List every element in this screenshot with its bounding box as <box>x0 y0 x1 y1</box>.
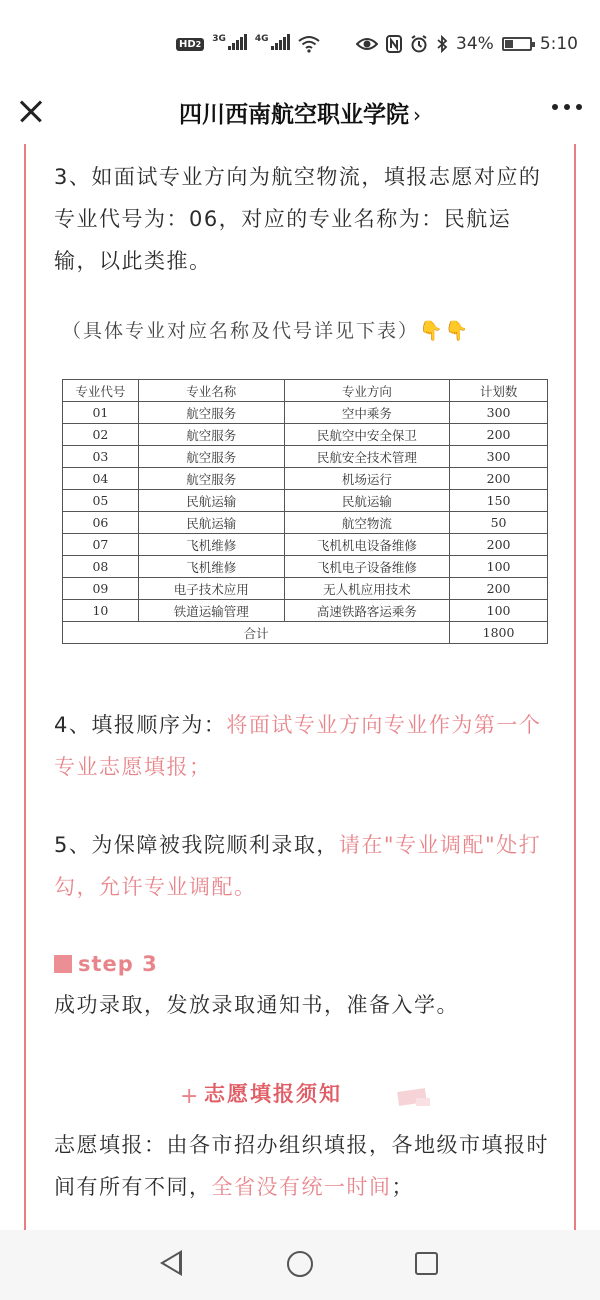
item-4-paragraph: 4、填报顺序为：将面试专业方向专业作为第一个专业志愿填报； <box>54 713 542 779</box>
bluetooth-icon <box>436 35 448 53</box>
table-cell: 200 <box>450 424 548 446</box>
notice-highlight: 全省没有统一时间 <box>211 1175 392 1199</box>
eye-icon <box>356 36 378 52</box>
battery-icon <box>502 37 532 51</box>
table-cell: 03 <box>63 446 139 468</box>
table-cell: 04 <box>63 468 139 490</box>
table-row <box>63 534 548 556</box>
table-cell: 铁道运输管理 <box>138 600 284 622</box>
table-cell: 民航运输 <box>284 490 450 512</box>
table-row <box>63 468 548 490</box>
section-heading <box>176 1074 436 1118</box>
battery-percent: 34% <box>456 34 494 54</box>
table-row <box>63 402 548 424</box>
frame-border-right <box>574 144 576 1230</box>
table-cell: 民航空中安全保卫 <box>284 424 450 446</box>
total-label: 合计 <box>63 622 450 644</box>
header-direction: 专业方向 <box>284 380 450 402</box>
hd-badge: HD2 <box>176 38 204 51</box>
article-content[interactable] <box>0 144 600 1230</box>
table-cell: 高速铁路客运乘务 <box>284 600 450 622</box>
table-cell: 300 <box>450 402 548 424</box>
table-cell: 02 <box>63 424 139 446</box>
item-3-paragraph: 3、如面试专业方向为航空物流，填报志愿对应的专业代号为：06，对应的专业名称为：民航运输，以此类推。 <box>54 165 542 273</box>
recent-apps-icon[interactable] <box>415 1252 438 1275</box>
table-row <box>63 600 548 622</box>
table-header-row <box>63 380 548 402</box>
nfc-icon <box>386 35 402 53</box>
table-cell: 机场运行 <box>284 468 450 490</box>
clock: 5:10 <box>539 34 578 54</box>
step-3-title: step 3 <box>54 952 158 976</box>
plus-icon: + <box>180 1084 199 1109</box>
table-cell: 01 <box>63 402 139 424</box>
table-cell: 10 <box>63 600 139 622</box>
header-code: 专业代号 <box>63 380 139 402</box>
chevron-right-icon: › <box>413 103 421 127</box>
back-icon[interactable] <box>160 1250 182 1276</box>
table-cell: 08 <box>63 556 139 578</box>
decor-shape <box>416 1098 430 1106</box>
frame-border-left <box>24 144 26 1230</box>
table-row <box>63 490 548 512</box>
table-cell: 航空服务 <box>138 446 284 468</box>
table-cell: 150 <box>450 490 548 512</box>
table-row <box>63 556 548 578</box>
status-bar <box>0 0 600 88</box>
table-cell: 民航运输 <box>138 490 284 512</box>
item-5-paragraph: 5、为保障被我院顺利录取，请在"专业调配"处打勾，允许专业调配。 <box>54 833 542 899</box>
square-icon <box>54 955 72 973</box>
table-total-row <box>63 622 548 644</box>
table-cell: 100 <box>450 600 548 622</box>
header-major: 专业名称 <box>138 380 284 402</box>
section-title: 志愿填报须知 <box>204 1082 342 1106</box>
table-row <box>63 424 548 446</box>
table-cell: 飞机电子设备维修 <box>284 556 450 578</box>
table-cell: 飞机机电设备维修 <box>284 534 450 556</box>
table-cell: 飞机维修 <box>138 556 284 578</box>
major-plan-table <box>62 379 548 644</box>
table-cell: 100 <box>450 556 548 578</box>
table-row <box>63 446 548 468</box>
status-right <box>356 34 578 54</box>
table-cell: 50 <box>450 512 548 534</box>
table-cell: 07 <box>63 534 139 556</box>
item-4-highlight: 将面试专业方向专业作为第一个专业志愿填报； <box>54 713 542 779</box>
table-cell: 200 <box>450 578 548 600</box>
wifi-icon <box>298 35 320 53</box>
table-cell: 200 <box>450 534 548 556</box>
status-left <box>176 34 320 54</box>
item-5-highlight: 请在"专业调配"处打勾，允许专业调配。 <box>54 833 542 899</box>
table-cell: 200 <box>450 468 548 490</box>
table-cell: 电子技术应用 <box>138 578 284 600</box>
table-cell: 无人机应用技术 <box>284 578 450 600</box>
table-cell: 05 <box>63 490 139 512</box>
step-3-text: 成功录取，发放录取通知书，准备入学。 <box>54 993 459 1017</box>
table-cell: 飞机维修 <box>138 534 284 556</box>
more-icon[interactable] <box>552 104 582 110</box>
notice-paragraph: 志愿填报：由各市招办组织填报，各地级市填报时间有所有不同，全省没有统一时间； <box>54 1133 549 1199</box>
page-title-text: 四川西南航空职业学院 <box>179 102 409 128</box>
home-icon[interactable] <box>287 1251 313 1277</box>
table-cell: 民航安全技术管理 <box>284 446 450 468</box>
table-note: （具体专业对应名称及代号详见下表）👇👇 <box>62 320 471 342</box>
title-bar <box>0 88 600 144</box>
page-title[interactable] <box>0 96 600 129</box>
table-cell: 空中乘务 <box>284 402 450 424</box>
table-cell: 航空服务 <box>138 402 284 424</box>
table-cell: 06 <box>63 512 139 534</box>
table-cell: 航空服务 <box>138 468 284 490</box>
table-cell: 09 <box>63 578 139 600</box>
signal-4g-icon: 4G <box>255 34 290 54</box>
table-cell: 航空服务 <box>138 424 284 446</box>
signal-3g-icon: 3G <box>212 34 247 54</box>
table-cell: 民航运输 <box>138 512 284 534</box>
table-cell: 航空物流 <box>284 512 450 534</box>
system-nav-bar <box>0 1230 600 1300</box>
table-row <box>63 512 548 534</box>
battery-fill <box>505 40 513 48</box>
table-cell: 300 <box>450 446 548 468</box>
table-row <box>63 578 548 600</box>
alarm-icon <box>410 35 428 53</box>
total-value: 1800 <box>450 622 548 644</box>
header-plan: 计划数 <box>450 380 548 402</box>
